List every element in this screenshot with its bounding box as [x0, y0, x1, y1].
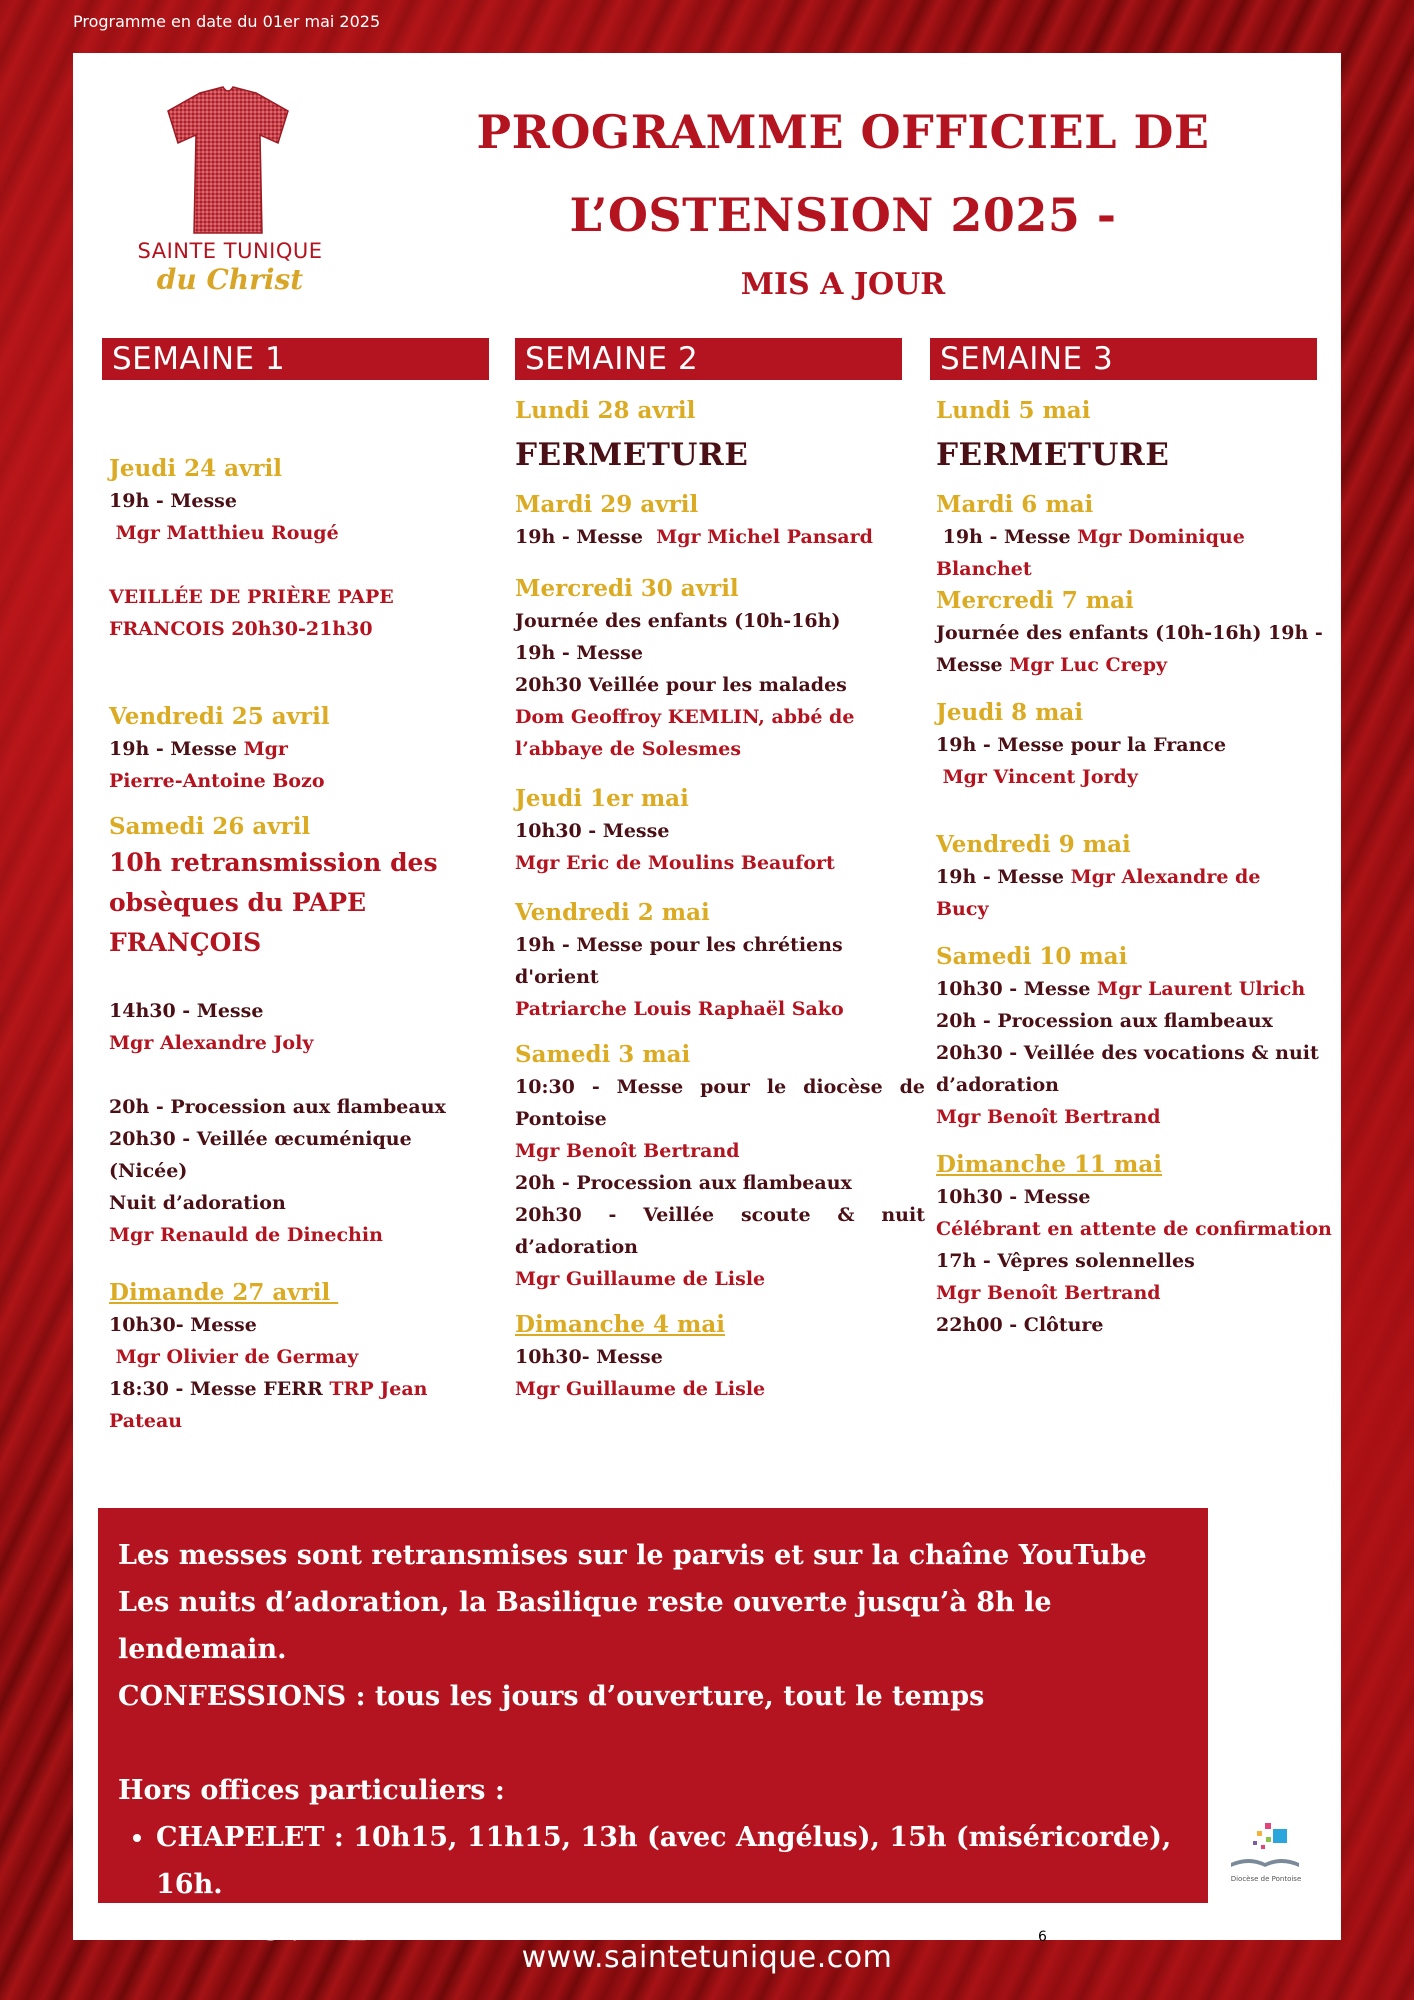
event-line: 10h30- Messe — [515, 1346, 663, 1368]
logo-text-sainte-tunique: SAINTE TUNIQUE — [137, 239, 323, 263]
celebrant: Mgr Dominique — [1077, 526, 1245, 548]
day-title: Vendredi 9 mai — [936, 831, 1131, 858]
day-title: Dimanche 4 mai — [515, 1311, 725, 1338]
week1-heading: SEMAINE 1 — [102, 338, 489, 380]
celebrant: Blanchet — [936, 558, 1032, 580]
celebrant: Mgr — [243, 738, 288, 760]
event-line: d’adoration — [515, 1236, 638, 1258]
celebrant: Mgr Benoît Bertrand — [936, 1106, 1161, 1128]
week3-column — [936, 395, 1346, 1341]
event-line: obsèques du PAPE FRANÇOIS — [109, 888, 367, 957]
day-title: Samedi 26 avril — [109, 813, 311, 840]
event-line: 19h - Messe pour les chrétiens — [515, 934, 843, 956]
event-line: VEILLÉE DE PRIÈRE PAPE — [109, 586, 394, 608]
event-line: Journée des enfants (10h-16h) — [515, 610, 841, 632]
day-title: Mardi 29 avril — [515, 491, 699, 518]
info-line: Hors offices particuliers : — [118, 1775, 505, 1806]
event-line: 19h - Messe — [515, 642, 643, 664]
event-line: 10h30 - Messe — [936, 1186, 1091, 1208]
day-title: Vendredi 2 mai — [515, 899, 710, 926]
event-line: 19h - Messe — [109, 490, 237, 512]
day-title: Vendredi 25 avril — [109, 703, 330, 730]
event-text: 10h30 - Messe — [936, 978, 1098, 1000]
event-text: 19h - Messe — [515, 526, 657, 548]
header-note: Programme en date du 01er mai 2025 — [73, 12, 381, 31]
event-line: 20h30 - Veillée scoute & nuit — [515, 1204, 925, 1226]
closed-label: FERMETURE — [515, 437, 749, 473]
celebrant: Bucy — [936, 898, 989, 920]
page-title-line2: L’OSTENSION 2025 - — [569, 188, 1117, 242]
event-line — [109, 733, 519, 765]
day-title: Samedi 3 mai — [515, 1041, 691, 1068]
celebrant: Mgr Olivier de Germay — [109, 1346, 359, 1368]
event-line: (Nicée) — [109, 1160, 188, 1182]
celebrant: TRP Jean — [329, 1378, 428, 1400]
office-item: • CHAPELET : 10h15, 11h15, 13h (avec Angélus), 15h (miséricorde), 16h. — [156, 1814, 1188, 1908]
event-line: 20h30 Veillée pour les malades — [515, 674, 847, 696]
page-number: 6 — [1038, 1929, 1047, 1945]
celebrant: Mgr Luc Crepy — [1009, 654, 1168, 676]
logo-text-du-christ: du Christ — [156, 263, 304, 296]
day-title: Dimande 27 avril — [109, 1279, 339, 1306]
day-title: Jeudi 24 avril — [109, 455, 282, 482]
event-line — [936, 973, 1346, 1005]
event-line: 20h30 - Veillée œcuménique — [109, 1128, 412, 1150]
info-line: Les messes sont retransmises sur le parvis et sur la chaîne YouTube — [118, 1540, 1147, 1571]
event-line: Pontoise — [515, 1108, 607, 1130]
celebrant: Mgr Laurent Ulrich — [1097, 978, 1306, 1000]
celebrant: Pierre-Antoine Bozo — [109, 770, 325, 792]
event-text: 18:30 - Messe FERR — [109, 1378, 330, 1400]
day-title: Jeudi 8 mai — [936, 699, 1084, 726]
page-title-line1: PROGRAMME OFFICIEL DE — [476, 105, 1210, 159]
event-line: 10h retransmission des — [109, 848, 438, 877]
celebrant: Mgr Alexandre de — [1070, 866, 1261, 888]
event-line: FRANCOIS 20h30-21h30 — [109, 618, 373, 640]
event-line — [936, 521, 1346, 553]
info-box — [98, 1508, 1208, 1947]
info-line: CONFESSIONS : tous les jours d’ouverture, tout le temps — [118, 1681, 985, 1712]
event-line: 14h30 - Messe — [109, 1000, 264, 1022]
week3-heading: SEMAINE 3 — [930, 338, 1317, 380]
event-text: 19h - Messe — [109, 738, 244, 760]
week1-column — [109, 453, 519, 1437]
event-line: Nuit d’adoration — [109, 1192, 286, 1214]
day-title: Mercredi 7 mai — [936, 587, 1134, 614]
event-text: Messe — [936, 654, 1010, 676]
celebrant: Patriarche Louis Raphaël Sako — [515, 998, 844, 1020]
celebrant: Célébrant en attente de confirmation — [936, 1218, 1332, 1240]
celebrant: Mgr Benoît Bertrand — [515, 1140, 740, 1162]
event-line: d’adoration — [936, 1074, 1059, 1096]
event-line: 10h30- Messe — [109, 1314, 257, 1336]
celebrant: Mgr Renauld de Dinechin — [109, 1224, 383, 1246]
week2-column — [515, 395, 925, 1405]
celebrant: Mgr Benoît Bertrand — [936, 1282, 1161, 1304]
event-text: 19h - Messe — [936, 866, 1071, 888]
event-line: 22h00 - Clôture — [936, 1314, 1104, 1336]
office-list — [118, 1814, 1188, 1955]
website-link[interactable]: www.saintetunique.com — [521, 1940, 893, 1975]
celebrant: Mgr Michel Pansard — [656, 526, 873, 548]
celebrant: Mgr Guillaume de Lisle — [515, 1268, 766, 1290]
event-line: 10:30 - Messe pour le diocèse de — [515, 1076, 925, 1098]
celebrant: Mgr Guillaume de Lisle — [515, 1378, 766, 1400]
event-line: 10h30 - Messe — [515, 820, 670, 842]
event-line — [936, 861, 1346, 893]
day-title: Dimanche 11 mai — [936, 1151, 1163, 1178]
day-title: Lundi 5 mai — [936, 397, 1091, 424]
event-line: Journée des enfants (10h-16h) 19h - — [936, 622, 1323, 644]
celebrant: Pateau — [109, 1410, 183, 1432]
event-line: 20h - Procession aux flambeaux — [936, 1010, 1273, 1032]
event-line — [109, 1373, 519, 1405]
event-line: 19h - Messe pour la France — [936, 734, 1227, 756]
day-title: Lundi 28 avril — [515, 397, 696, 424]
closed-label: FERMETURE — [936, 437, 1170, 473]
event-line — [936, 649, 1346, 681]
office-item: • VÊPRES : 17h — [156, 1908, 1188, 1955]
day-title: Mardi 6 mai — [936, 491, 1094, 518]
week2-heading: SEMAINE 2 — [515, 338, 902, 380]
info-line: Les nuits d’adoration, la Basilique reste ouverte jusqu’à 8h le lendemain. — [118, 1587, 1052, 1665]
event-line: 17h - Vêpres solennelles — [936, 1250, 1195, 1272]
celebrant: l’abbaye de Solesmes — [515, 738, 742, 760]
event-line: d'orient — [515, 966, 599, 988]
event-line: 20h - Procession aux flambeaux — [109, 1096, 446, 1118]
program-sheet — [73, 53, 1341, 1947]
page-subtitle: MIS A JOUR — [740, 267, 946, 302]
day-title: Samedi 10 mai — [936, 943, 1128, 970]
event-line: 20h30 - Veillée des vocations & nuit — [936, 1042, 1319, 1064]
celebrant: Mgr Eric de Moulins Beaufort — [515, 852, 835, 874]
celebrant: Mgr Matthieu Rougé — [109, 522, 339, 544]
celebrant: Mgr Vincent Jordy — [936, 766, 1138, 788]
day-title: Mercredi 30 avril — [515, 575, 739, 602]
diocese-logo-text: Diocèse de Pontoise — [1230, 1875, 1302, 1883]
event-line: 20h - Procession aux flambeaux — [515, 1172, 852, 1194]
celebrant: Mgr Alexandre Joly — [109, 1032, 314, 1054]
day-title: Jeudi 1er mai — [515, 785, 689, 812]
event-text: 19h - Messe — [936, 526, 1078, 548]
celebrant: Dom Geoffroy KEMLIN, abbé de — [515, 706, 855, 728]
diocese-logo-icon — [1221, 1811, 1311, 1891]
event-line — [515, 521, 925, 553]
